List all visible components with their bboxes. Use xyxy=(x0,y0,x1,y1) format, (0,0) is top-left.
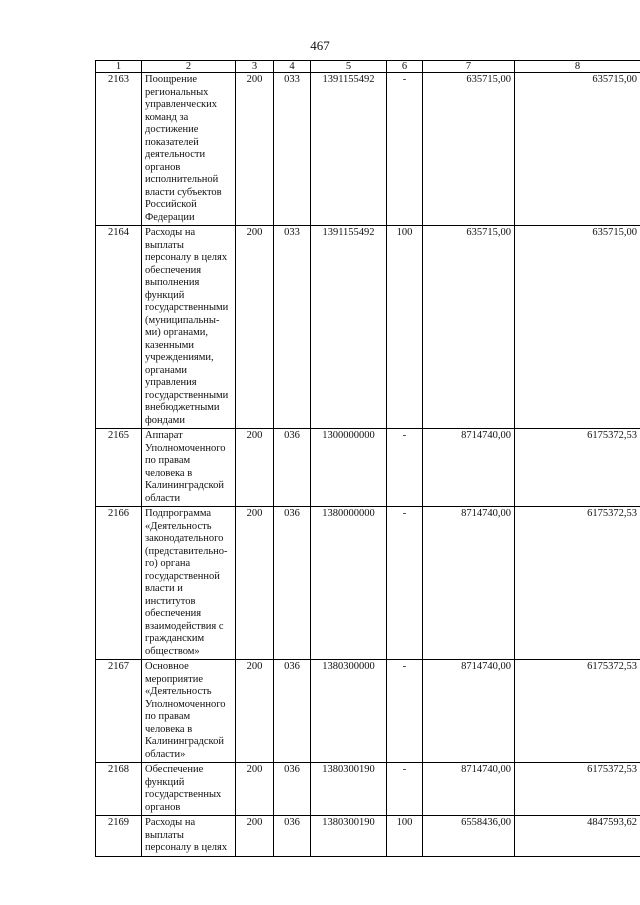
row-name xyxy=(142,816,236,857)
row-name-line: показателей xyxy=(145,136,199,148)
row-name-line: Федерации xyxy=(145,211,195,223)
row-col8: 6175372,53 xyxy=(515,763,640,816)
table-row xyxy=(96,73,640,226)
row-col5: 1380300190 xyxy=(311,816,387,857)
row-name-line: взаимодействия с xyxy=(145,620,224,632)
row-col3: 200 xyxy=(236,660,274,763)
header-row xyxy=(96,61,640,73)
row-col7: 635715,00 xyxy=(423,73,515,226)
row-number: 2164 xyxy=(96,226,142,429)
row-name-line: Российской xyxy=(145,199,197,210)
row-name-line: обществом» xyxy=(145,645,200,657)
row-col4: 036 xyxy=(274,660,311,763)
row-col7: 8714740,00 xyxy=(423,763,515,816)
row-name-line: власти и xyxy=(145,583,183,594)
row-name-line: учреждениями, xyxy=(145,352,214,363)
row-name xyxy=(142,226,236,429)
row-name-line: области xyxy=(145,492,181,504)
column-header: 2 xyxy=(142,61,236,73)
row-name-line: Расходы на xyxy=(145,227,196,238)
row-name xyxy=(142,660,236,763)
row-col3: 200 xyxy=(236,816,274,857)
row-name-line: деятельности xyxy=(145,149,206,160)
row-name-line: Калининградской xyxy=(145,480,224,491)
row-name-line: органами xyxy=(145,364,188,376)
row-name-line: Подпрограмма xyxy=(145,508,212,519)
row-name-line: (муниципальны- xyxy=(145,314,220,326)
row-name-line: выплаты xyxy=(145,829,184,841)
column-header: 3 xyxy=(236,61,274,73)
row-number: 2169 xyxy=(96,816,142,857)
row-name-line: ми) органами, xyxy=(145,327,209,338)
table-row xyxy=(96,507,640,660)
column-header: 5 xyxy=(311,61,387,73)
row-name-line: обеспечения xyxy=(145,264,202,276)
row-name-line: управления xyxy=(145,377,197,388)
row-name-line: Уполномоченного xyxy=(145,442,226,454)
row-name xyxy=(142,429,236,507)
row-col4: 036 xyxy=(274,816,311,857)
row-col4: 033 xyxy=(274,73,311,226)
row-name-line: гражданским xyxy=(145,633,205,644)
row-name-line: институтов xyxy=(145,595,196,607)
row-name xyxy=(142,73,236,226)
row-col8: 6175372,53 xyxy=(515,507,640,660)
row-name-line: обеспечения xyxy=(145,608,202,619)
row-name-line: персоналу в целях xyxy=(145,842,228,853)
row-col4: 036 xyxy=(274,429,311,507)
row-name xyxy=(142,507,236,660)
budget-table xyxy=(95,60,640,857)
row-col8: 6175372,53 xyxy=(515,429,640,507)
row-col6: - xyxy=(387,73,423,226)
row-col3: 200 xyxy=(236,226,274,429)
row-col4: 036 xyxy=(274,507,311,660)
row-name-line: выполнения xyxy=(145,277,200,288)
row-name-line: Основное xyxy=(145,661,189,672)
column-header: 8 xyxy=(515,61,640,73)
row-name-line: персоналу в целях xyxy=(145,252,228,263)
row-name-line: Уполномоченного xyxy=(145,698,226,710)
row-col7: 6558436,00 xyxy=(423,816,515,857)
row-name-line: функций xyxy=(145,289,185,301)
row-name-line: законодательного xyxy=(145,533,224,544)
table-row xyxy=(96,763,640,816)
row-name-line: мероприятие xyxy=(145,673,203,685)
row-name-line: органов xyxy=(145,801,181,813)
row-col8: 635715,00 xyxy=(515,226,640,429)
table-row xyxy=(96,226,640,429)
column-header: 4 xyxy=(274,61,311,73)
row-name-line: го) органа xyxy=(145,558,191,569)
row-col8: 4847593,62 xyxy=(515,816,640,857)
row-number: 2167 xyxy=(96,660,142,763)
row-col6: - xyxy=(387,660,423,763)
row-name-line: власти субъектов xyxy=(145,186,222,198)
row-name-line: фондами xyxy=(145,414,185,426)
row-col5: 1391155492 xyxy=(311,73,387,226)
row-name-line: команд за xyxy=(145,111,189,123)
row-col6: 100 xyxy=(387,816,423,857)
table-row xyxy=(96,429,640,507)
row-number: 2166 xyxy=(96,507,142,660)
row-col5: 1380300000 xyxy=(311,660,387,763)
row-col3: 200 xyxy=(236,429,274,507)
page-number: 467 xyxy=(310,38,330,53)
row-name-line: управленческих xyxy=(145,99,217,110)
column-header: 1 xyxy=(96,61,142,73)
column-header: 7 xyxy=(423,61,515,73)
row-col3: 200 xyxy=(236,73,274,226)
row-col6: - xyxy=(387,429,423,507)
row-name-line: по правам xyxy=(145,711,191,722)
row-col5: 1380300190 xyxy=(311,763,387,816)
row-name-line: достижение xyxy=(145,124,199,135)
row-name-line: Обеспечение xyxy=(145,764,204,775)
row-name-line: выплаты xyxy=(145,239,184,251)
row-col5: 1391155492 xyxy=(311,226,387,429)
row-col4: 033 xyxy=(274,226,311,429)
row-col7: 635715,00 xyxy=(423,226,515,429)
row-col7: 8714740,00 xyxy=(423,507,515,660)
row-number: 2163 xyxy=(96,73,142,226)
row-name-line: человека в xyxy=(145,723,193,735)
row-col3: 200 xyxy=(236,763,274,816)
row-name-line: государственной xyxy=(145,570,220,582)
row-col6: - xyxy=(387,763,423,816)
row-name-line: государственных xyxy=(145,789,222,800)
row-col7: 8714740,00 xyxy=(423,660,515,763)
row-name-line: Аппарат xyxy=(145,430,183,441)
row-name-line: Калининградской xyxy=(145,736,224,747)
row-name-line: государственными xyxy=(145,389,229,401)
row-name-line: органов xyxy=(145,161,181,173)
row-name-line: «Деятельность xyxy=(145,686,212,697)
row-name-line: «Деятельность xyxy=(145,520,212,532)
row-name-line: Поощрение xyxy=(145,74,197,85)
row-number: 2168 xyxy=(96,763,142,816)
row-col8: 6175372,53 xyxy=(515,660,640,763)
row-name xyxy=(142,763,236,816)
row-name-line: функций xyxy=(145,776,185,788)
row-name-line: казенными xyxy=(145,339,194,351)
row-name-line: региональных xyxy=(145,86,209,98)
row-col4: 036 xyxy=(274,763,311,816)
row-name-line: области» xyxy=(145,748,186,760)
row-col5: 1300000000 xyxy=(311,429,387,507)
table-row xyxy=(96,660,640,763)
row-name-line: государственными xyxy=(145,302,229,313)
row-name-line: человека в xyxy=(145,467,193,479)
row-name-line: (представительно- xyxy=(145,545,228,557)
row-name-line: Расходы на xyxy=(145,817,196,828)
row-col8: 635715,00 xyxy=(515,73,640,226)
row-name-line: исполнительной xyxy=(145,174,219,185)
row-name-line: по правам xyxy=(145,455,191,466)
row-name-line: внебюджетными xyxy=(145,402,220,413)
row-col6: 100 xyxy=(387,226,423,429)
row-col5: 1380000000 xyxy=(311,507,387,660)
row-number: 2165 xyxy=(96,429,142,507)
row-col7: 8714740,00 xyxy=(423,429,515,507)
table-row xyxy=(96,816,640,857)
row-col3: 200 xyxy=(236,507,274,660)
row-col6: - xyxy=(387,507,423,660)
column-header: 6 xyxy=(387,61,423,73)
